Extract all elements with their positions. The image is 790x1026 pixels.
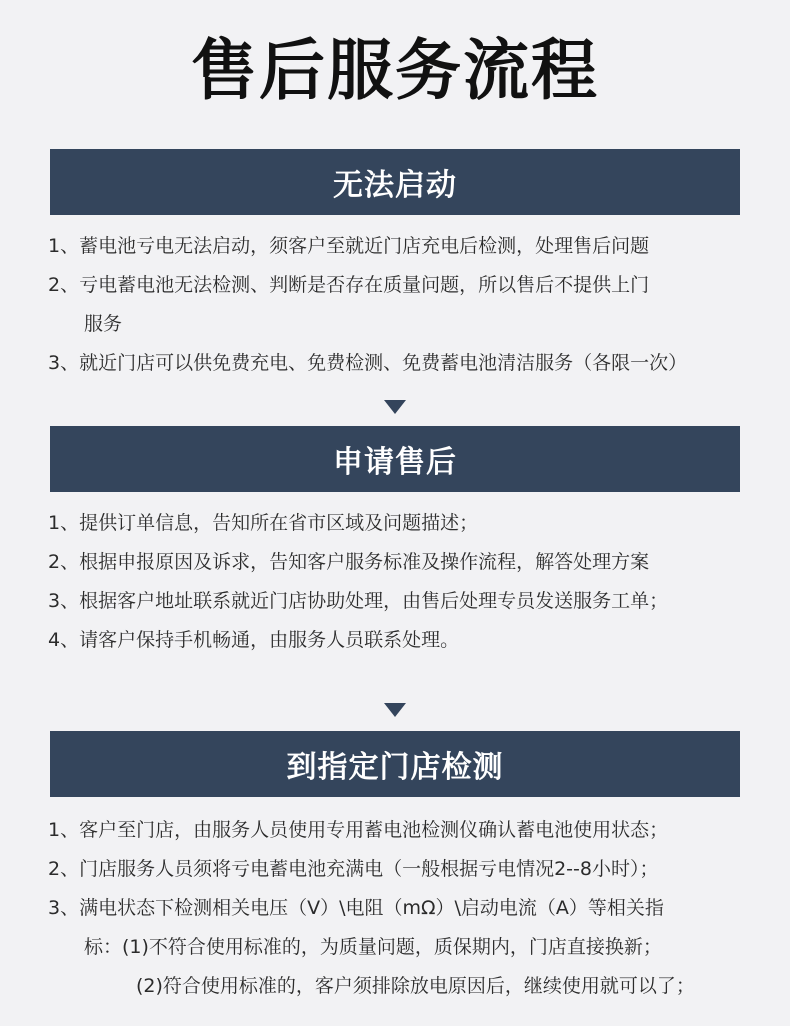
list-item: 2、门店服务人员须将亏电蓄电池充满电（一般根据亏电情况2--8小时）； (48, 858, 659, 880)
section-header-cannot-start: 无法启动 (50, 149, 740, 215)
list-item: 1、客户至门店，由服务人员使用专用蓄电池检测仪确认蓄电池使用状态； (48, 819, 669, 841)
list-item-continuation: (2)符合使用标准的，客户须排除放电原因后，继续使用就可以了； (136, 975, 695, 997)
list-item: 2、根据申报原因及诉求，告知客户服务标准及操作流程，解答处理方案 (48, 551, 650, 573)
list-item-continuation: 标：(1)不符合使用标准的，为质量问题，质保期内，门店直接换新； (84, 936, 662, 958)
list-item: 3、就近门店可以供免费充电、免费检测、免费蓄电池清洁服务（各限一次） (48, 352, 688, 374)
section-header-apply-aftersales: 申请售后 (50, 426, 740, 492)
triangle-down-icon (384, 703, 406, 717)
list-item: 3、根据客户地址联系就近门店协助处理，由售后处理专员发送服务工单； (48, 590, 669, 612)
list-item: 1、蓄电池亏电无法启动，须客户至就近门店充电后检测，处理售后问题 (48, 235, 650, 257)
list-item: 3、满电状态下检测相关电压（V）\电阻（mΩ）\启动电流（A）等相关指 (48, 897, 664, 919)
list-item: 1、提供订单信息，告知所在省市区域及问题描述； (48, 512, 479, 534)
list-item-continuation: 服务 (84, 313, 123, 335)
section-header-store-inspection: 到指定门店检测 (50, 731, 740, 797)
section-list-apply-aftersales (48, 504, 748, 660)
triangle-down-icon (384, 400, 406, 414)
list-item: 2、亏电蓄电池无法检测、判断是否存在质量问题，所以售后不提供上门 (48, 274, 650, 296)
section-list-store-inspection (48, 811, 748, 1006)
page-title: 售后服务流程 (191, 32, 599, 109)
section-list-cannot-start (48, 227, 748, 383)
list-item: 4、请客户保持手机畅通，由服务人员联系处理。 (48, 629, 460, 651)
